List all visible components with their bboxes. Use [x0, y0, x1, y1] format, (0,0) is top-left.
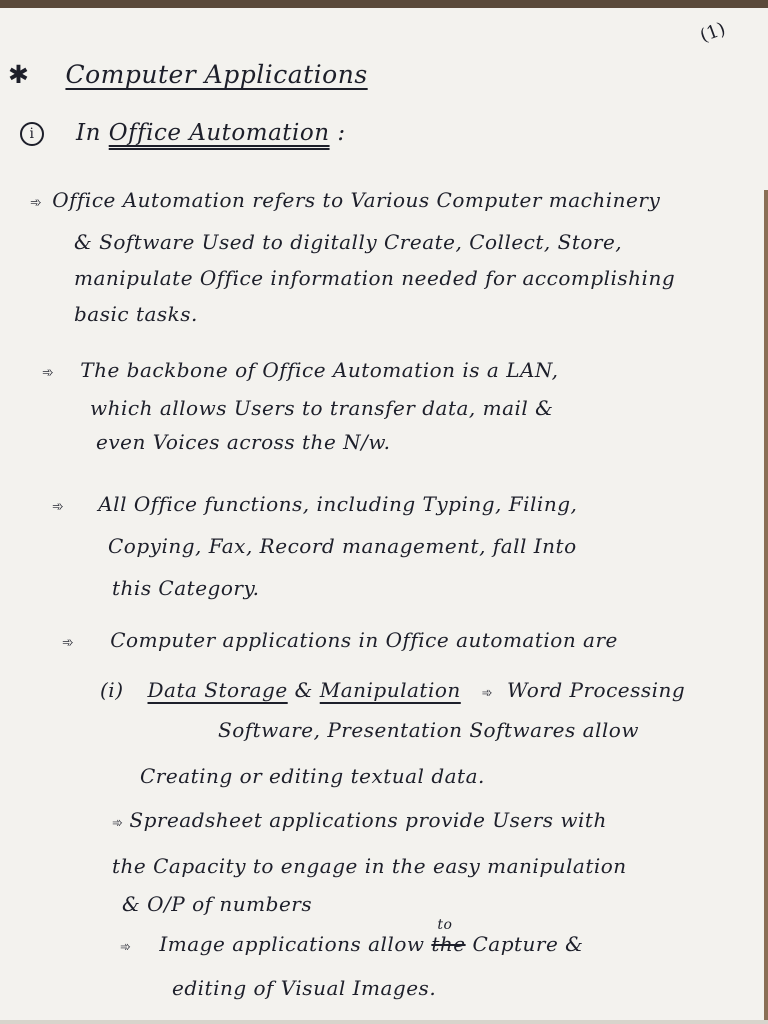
- p4-item-title-2: Manipulation: [319, 678, 461, 702]
- p4-item-joiner: &: [294, 678, 313, 702]
- p2-line-1: [42, 360, 559, 380]
- page-heading: Computer Applications: [65, 60, 368, 89]
- circled-number-icon: [20, 122, 44, 146]
- p3-line-3: this Category.: [112, 576, 260, 600]
- p2-text-1: The backbone of Office Automation is a LAN,: [80, 358, 559, 382]
- p4-line-2: [100, 680, 685, 700]
- asterisk-icon: ✱: [8, 60, 30, 89]
- p1-line-1: [30, 190, 660, 210]
- arrow-bullet-icon: ➾: [30, 195, 43, 211]
- p6-inserted-word: to: [437, 917, 453, 933]
- page-top-edge: [0, 0, 768, 8]
- p3-line-2: Copying, Fax, Record management, fall Into: [108, 534, 577, 558]
- p4-line-3: Software, Presentation Softwares allow: [218, 718, 639, 742]
- p6-text-before: Image applications allow: [159, 932, 425, 956]
- section-suffix: :: [337, 120, 346, 146]
- p4-item-rest: Word Processing: [507, 678, 686, 702]
- p1-line-4: basic tasks.: [74, 302, 198, 326]
- p4-line-1: [62, 630, 618, 650]
- section-title-line: [20, 122, 346, 146]
- p5-line-1: [112, 810, 607, 830]
- p2-line-3: even Voices across the N/w.: [96, 430, 391, 454]
- p3-text-1: All Office functions, including Typing, Filing,: [98, 492, 578, 516]
- arrow-bullet-icon: ➾: [112, 816, 124, 831]
- arrow-bullet-icon: ➾: [42, 365, 55, 381]
- arrow-bullet-icon: ➾: [481, 686, 494, 701]
- p3-line-1: [52, 494, 577, 514]
- p6-text-after: Capture &: [472, 932, 584, 956]
- page-bottom-edge: [0, 1020, 768, 1024]
- p5-line-2: the Capacity to engage in the easy manipulation: [112, 854, 627, 878]
- p6-line-1: [120, 917, 584, 956]
- arrow-bullet-icon: ➾: [120, 940, 132, 955]
- arrow-bullet-icon: ➾: [52, 499, 65, 515]
- p5-line-3: & O/P of numbers: [122, 892, 313, 916]
- section-number: i: [29, 126, 35, 142]
- section-title: Office Automation: [108, 120, 330, 146]
- p1-text-1: Office Automation refers to Various Computer machinery: [52, 188, 661, 212]
- page-number: (1): [697, 18, 729, 47]
- p5-text-1: Spreadsheet applications provide Users with: [129, 808, 607, 832]
- p1-line-2: & Software Used to digitally Create, Collect, Store,: [74, 230, 623, 254]
- p6-struck-word: the: [431, 932, 466, 956]
- p6-correction: [431, 917, 466, 956]
- p1-line-3: manipulate Office information needed for accomplishing: [74, 266, 676, 290]
- heading-line: [8, 62, 368, 87]
- page-right-edge: [764, 190, 768, 1024]
- p4-line-4: Creating or editing textual data.: [140, 764, 485, 788]
- arrow-bullet-icon: ➾: [62, 635, 75, 651]
- p6-line-2: editing of Visual Images.: [172, 976, 437, 1000]
- p4-item-title-1: Data Storage: [147, 678, 288, 702]
- section-prefix: In: [76, 120, 101, 146]
- p4-intro: Computer applications in Office automation are: [110, 628, 618, 652]
- p2-line-2: which allows Users to transfer data, mail &: [90, 396, 554, 420]
- p4-item-number: (i): [100, 678, 124, 702]
